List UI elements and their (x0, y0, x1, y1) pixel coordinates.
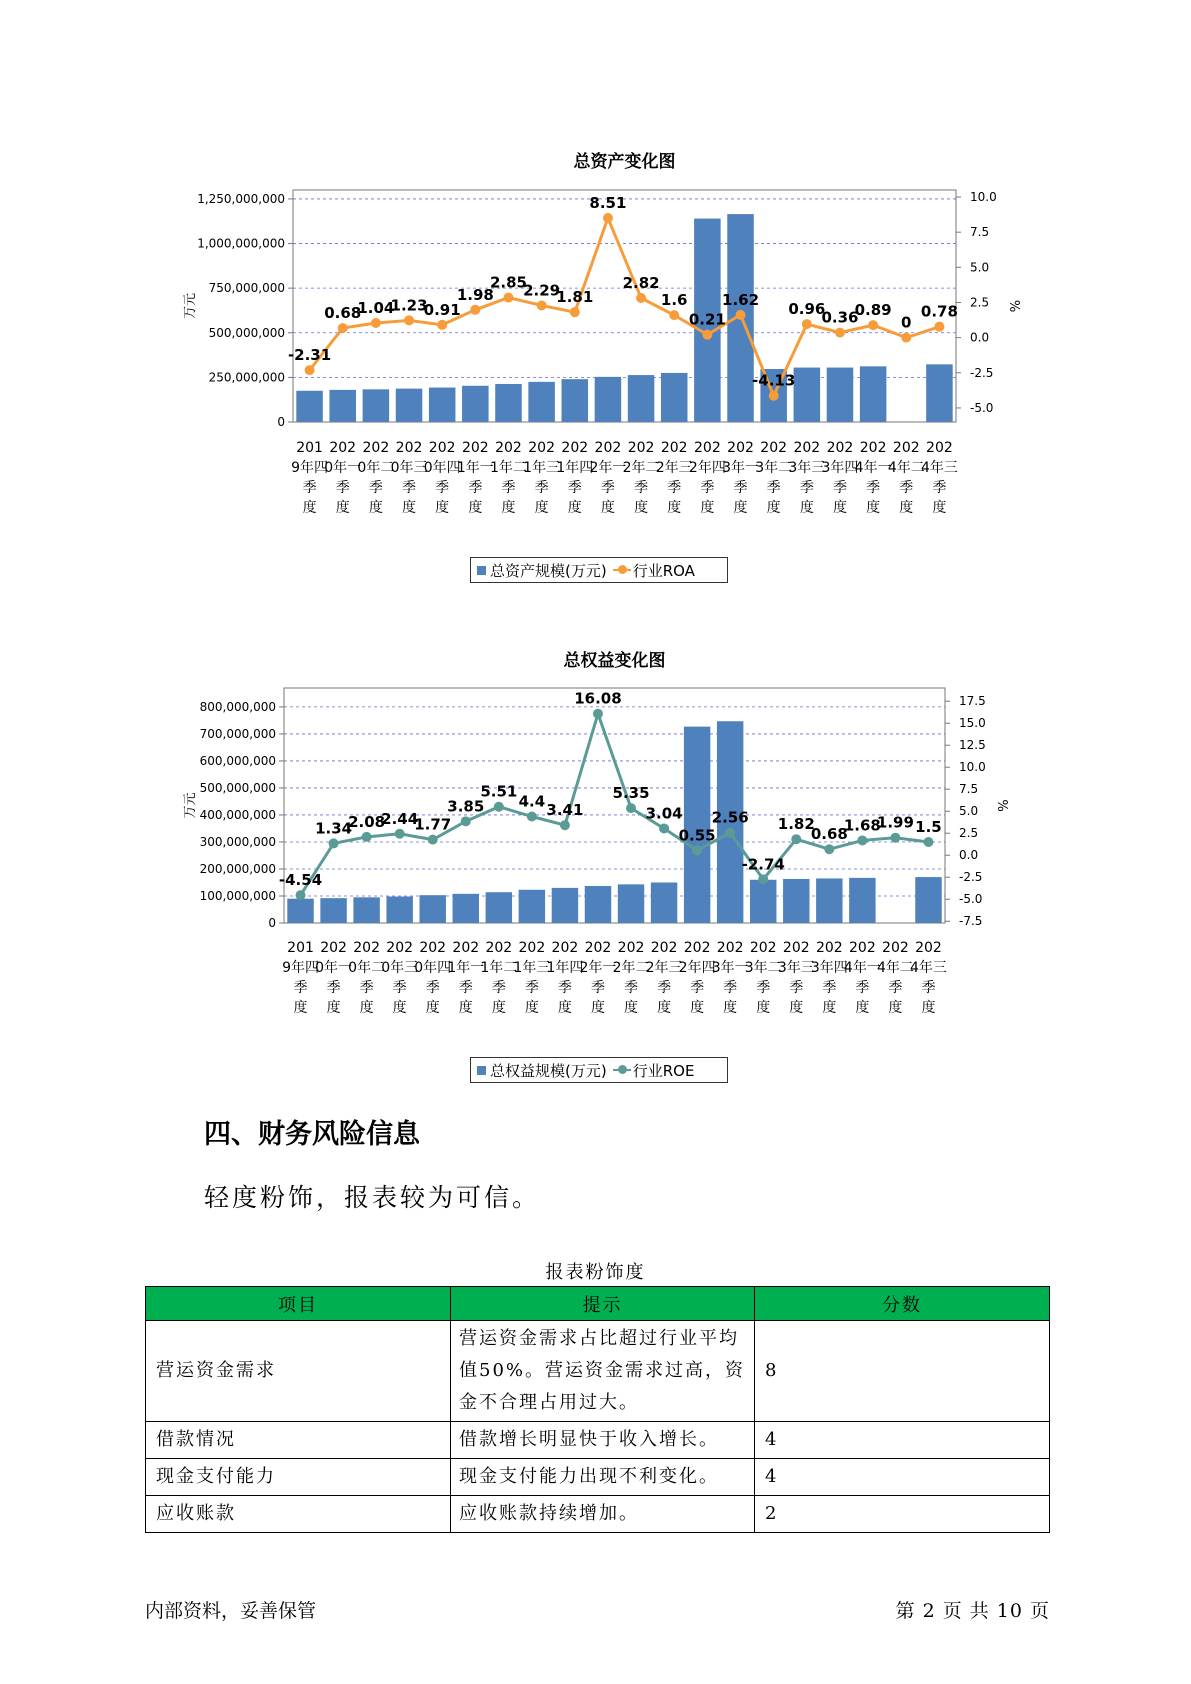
bar (363, 389, 390, 422)
x-axis-tick-label: 202 4年二季度 (876, 940, 914, 1016)
data-label: 3.04 (645, 804, 683, 823)
row-score: 8 (755, 1321, 1050, 1422)
bar (552, 888, 578, 923)
line-point (791, 834, 801, 844)
y2-axis-tick-label: 10.0 (970, 190, 997, 205)
x-axis-tick-label: 202 1年一季度 (456, 440, 494, 516)
data-label: 3.85 (447, 797, 485, 816)
y-axis-tick-label: 500,000,000 (208, 325, 285, 340)
table-row (146, 1459, 1050, 1496)
x-axis-tick-label: 202 1年四季度 (556, 440, 594, 516)
data-label: 1.99 (876, 813, 914, 832)
line-point (603, 213, 613, 223)
y-axis-tick-label: 0 (277, 415, 285, 429)
x-axis-tick-label: 202 2年一季度 (579, 940, 617, 1016)
line-point (395, 829, 405, 839)
row-score: 2 (755, 1496, 1050, 1533)
x-axis-tick-label: 202 0年一季度 (324, 440, 362, 516)
y-axis-tick-label: 750,000,000 (208, 281, 285, 296)
bar (420, 895, 446, 923)
x-axis-tick-label: 202 2年四季度 (688, 440, 726, 516)
x-axis-tick-label: 202 0年二季度 (357, 440, 395, 516)
y2-axis-tick-label: 0.0 (970, 330, 990, 345)
x-axis-tick-label: 202 2年三季度 (645, 940, 683, 1016)
line-point (461, 816, 471, 826)
data-label: 0.91 (423, 300, 461, 319)
line-point (626, 803, 636, 813)
x-axis-tick-label: 201 9年四季度 (291, 440, 329, 516)
data-label: 3.41 (546, 801, 584, 820)
data-label: 5.35 (612, 784, 650, 803)
line-point (934, 322, 944, 332)
data-label: -4.13 (752, 371, 796, 390)
y-axis-tick-label: 1,000,000,000 (197, 236, 285, 251)
y-axis-tick-label: 800,000,000 (199, 699, 276, 714)
table-row (146, 1321, 1050, 1422)
x-axis-tick-label: 202 2年二季度 (612, 940, 650, 1016)
legend-bar-swatch (477, 566, 486, 575)
line-point (593, 709, 603, 719)
bar (562, 379, 589, 422)
y2-axis-tick-label: 7.5 (959, 782, 979, 797)
table-row (146, 1496, 1050, 1533)
data-label: -2.74 (741, 855, 785, 874)
row-score: 4 (755, 1459, 1050, 1496)
data-label: 0 (901, 313, 912, 332)
bar (849, 878, 875, 923)
data-label: 1.81 (556, 288, 594, 307)
data-label: 2.29 (523, 281, 561, 300)
x-axis-tick-label: 202 4年一季度 (854, 440, 892, 516)
y2-axis-tick-label: 2.5 (970, 295, 990, 310)
row-item: 营运资金需求 (146, 1321, 451, 1422)
data-label: 0.96 (788, 300, 826, 319)
line-point (868, 320, 878, 330)
total-assets-chart (0, 0, 1191, 600)
y2-axis-tick-label: -2.5 (959, 870, 983, 885)
line-point (404, 315, 414, 325)
y-axis-tick-label: 600,000,000 (199, 753, 276, 768)
bar (495, 384, 522, 422)
x-axis-tick-label: 202 0年二季度 (348, 940, 386, 1016)
row-score: 4 (755, 1422, 1050, 1459)
data-label: 0.78 (920, 302, 958, 321)
x-axis-tick-label: 202 1年四季度 (546, 940, 584, 1016)
table-header-row (146, 1287, 1050, 1321)
bar (794, 368, 821, 422)
table-caption: 报表粉饰度 (545, 1262, 646, 1283)
bar (783, 879, 809, 923)
legend-bar-label: 总权益规模(万元) (490, 1061, 607, 1080)
data-label: 8.51 (589, 193, 627, 212)
x-axis-tick-label: 202 3年一季度 (711, 940, 749, 1016)
line-point (702, 330, 712, 340)
x-axis-tick-label: 202 1年三季度 (523, 440, 561, 516)
x-axis-tick-label: 202 4年三季度 (910, 940, 947, 1016)
legend-bar-swatch (477, 1066, 486, 1075)
line-point (802, 319, 812, 329)
line-point (362, 832, 372, 842)
bar (684, 727, 710, 923)
line-point (901, 333, 911, 343)
y-axis-tick-label: 250,000,000 (208, 370, 285, 385)
x-axis-tick-label: 202 2年三季度 (655, 440, 693, 516)
bar (860, 366, 887, 422)
row-item: 现金支付能力 (146, 1459, 451, 1496)
x-axis-tick-label: 202 3年二季度 (755, 440, 793, 516)
data-label: 1.5 (915, 818, 942, 837)
data-label: 1.77 (414, 815, 452, 834)
x-axis-tick-label: 202 1年二季度 (490, 440, 527, 516)
line-point (890, 833, 900, 843)
bar (750, 880, 776, 923)
y2-axis-tick-label: 17.5 (959, 694, 986, 709)
x-axis-tick-label: 202 0年四季度 (414, 940, 452, 1016)
x-axis-tick-label: 202 1年三季度 (513, 940, 551, 1016)
line-point (769, 391, 779, 401)
data-label: 2.85 (489, 273, 527, 292)
x-axis-tick-label: 202 3年四季度 (821, 440, 859, 516)
data-label: 2.56 (711, 808, 749, 827)
data-label: 1.68 (843, 816, 881, 835)
y-axis-tick-label: 500,000,000 (199, 780, 276, 795)
x-axis-tick-label: 202 0年一季度 (315, 940, 353, 1016)
bar (595, 377, 622, 422)
footer-confidential: 内部资料，妥善保管 (145, 1600, 317, 1622)
line-point (296, 890, 306, 900)
data-label: -2.31 (287, 346, 332, 365)
total-equity-chart-svg (0, 600, 1191, 1100)
data-label: 0.68 (324, 304, 362, 323)
y2-axis-tick-label: 5.0 (959, 804, 979, 819)
data-label: 0.36 (821, 308, 859, 327)
line-point (923, 837, 933, 847)
x-axis-tick-label: 202 2年四季度 (678, 940, 716, 1016)
chart-title: 总权益变化图 (563, 651, 666, 671)
y2-axis-tick-label: 15.0 (959, 716, 986, 731)
data-label: 5.51 (480, 782, 518, 801)
y-axis-tick-label: 200,000,000 (199, 861, 276, 876)
data-label: 0.89 (854, 301, 892, 320)
data-label: 2.44 (381, 809, 419, 828)
legend-line-swatch (613, 569, 631, 571)
x-axis-tick-label: 202 0年四季度 (423, 440, 461, 516)
y-axis-label: 万元 (183, 292, 198, 320)
footer-page-number: 第 2 页 共 10 页 (895, 1600, 1050, 1622)
y-axis-tick-label: 100,000,000 (199, 888, 276, 903)
bar (528, 382, 555, 422)
line-point (636, 293, 646, 303)
bar (915, 877, 941, 923)
y-axis-tick-label: 0 (268, 916, 276, 930)
line-point (470, 305, 480, 315)
line-point (503, 293, 513, 303)
data-label: 1.82 (777, 815, 815, 834)
y-axis-tick-label: 700,000,000 (199, 726, 276, 741)
legend-line-label: 行业ROE (632, 1061, 695, 1080)
data-label: 0.55 (678, 826, 716, 845)
line-point (659, 823, 669, 833)
bar (287, 899, 313, 923)
data-label: 1.62 (722, 290, 760, 309)
y2-axis-tick-label: -7.5 (959, 914, 983, 929)
y2-axis-tick-label: -5.0 (959, 892, 983, 907)
data-label: 4.4 (518, 792, 546, 811)
line-point (437, 320, 447, 330)
bar (386, 897, 412, 923)
bar (585, 886, 611, 923)
bar (618, 884, 644, 923)
plot-area-border (284, 688, 945, 923)
line-point (736, 310, 746, 320)
y-axis-tick-label: 300,000,000 (199, 834, 276, 849)
bar (661, 373, 688, 422)
line-point (824, 844, 834, 854)
risk-table (145, 1286, 1050, 1533)
line-point (857, 835, 867, 845)
x-axis-tick-label: 201 9年四季度 (282, 940, 319, 1016)
x-axis-tick-label: 202 4年三季度 (920, 440, 958, 516)
row-tip: 现金支付能力出现不利变化。 (451, 1459, 755, 1496)
y2-axis-tick-label: 7.5 (970, 225, 990, 240)
bar (628, 375, 655, 422)
data-label: 2.08 (348, 812, 386, 831)
row-tip: 应收账款持续增加。 (451, 1496, 755, 1533)
bar (827, 368, 854, 422)
y2-axis-tick-label: 10.0 (959, 760, 986, 775)
x-axis-tick-label: 202 0年三季度 (381, 940, 419, 1016)
table-row (146, 1422, 1050, 1459)
data-label: 1.34 (315, 819, 353, 838)
y2-axis-tick-label: 2.5 (959, 826, 979, 841)
line-point (758, 874, 768, 884)
line-point (494, 802, 504, 812)
x-axis-tick-label: 202 3年一季度 (722, 440, 759, 516)
y2-axis-tick-label: 12.5 (959, 738, 986, 753)
bar (519, 890, 545, 923)
y-axis-label: 万元 (183, 792, 198, 819)
y2-axis-tick-label: 5.0 (970, 260, 990, 275)
row-item: 借款情况 (146, 1422, 451, 1459)
x-axis-tick-label: 202 1年一季度 (447, 940, 485, 1016)
bar (353, 897, 379, 923)
data-label: 16.08 (574, 689, 622, 708)
y-axis-tick-label: 1,250,000,000 (197, 191, 285, 206)
line-point (560, 820, 570, 830)
line-point (537, 300, 547, 310)
y2-axis-tick-label: 0.0 (959, 848, 979, 863)
bar (396, 389, 423, 422)
row-tip: 营运资金需求占比超过行业平均值50%。营运资金需求过高，资金不合理占用过大。 (451, 1321, 755, 1422)
legend-line-swatch (613, 1069, 631, 1071)
x-axis-tick-label: 202 3年二季度 (744, 940, 782, 1016)
data-label: 1.98 (456, 285, 494, 304)
bar (453, 894, 479, 923)
line-point (338, 323, 348, 333)
bar (429, 388, 456, 422)
x-axis-tick-label: 202 4年一季度 (843, 940, 881, 1016)
row-item: 应收账款 (146, 1496, 451, 1533)
y2-axis-label: % (1009, 299, 1024, 313)
y-axis-tick-label: 400,000,000 (199, 807, 276, 822)
line-point (669, 310, 679, 320)
bar (296, 391, 323, 422)
line-point (725, 828, 735, 838)
total-assets-legend (470, 557, 728, 583)
section-heading: 四、财务风险信息 (204, 1119, 420, 1150)
y2-axis-tick-label: -2.5 (970, 365, 994, 380)
data-label: 1.6 (660, 291, 688, 310)
line-point (692, 845, 702, 855)
data-label: 0.21 (688, 310, 726, 329)
y2-axis-label: % (997, 799, 1012, 812)
header-tip: 提示 (451, 1287, 755, 1321)
x-axis-tick-label: 202 2年一季度 (589, 440, 627, 516)
line-point (570, 307, 580, 317)
line-point (329, 838, 339, 848)
legend-bar-label: 总资产规模(万元) (490, 561, 607, 580)
bar (816, 878, 842, 923)
x-axis-tick-label: 202 0年三季度 (390, 440, 428, 516)
bar (651, 882, 677, 923)
bar (320, 898, 346, 923)
y2-axis-tick-label: -5.0 (970, 400, 994, 415)
x-axis-tick-label: 202 3年三季度 (777, 940, 815, 1016)
data-label: -4.54 (278, 871, 323, 890)
bar (486, 892, 512, 923)
header-item: 项目 (146, 1287, 451, 1321)
row-tip: 借款增长明显快于收入增长。 (451, 1422, 755, 1459)
total-assets-chart-svg (0, 0, 1191, 600)
legend-line-label: 行业ROA (632, 561, 695, 580)
line-point (428, 835, 438, 845)
data-label: 2.82 (622, 273, 660, 292)
line-point (527, 812, 537, 822)
x-axis-tick-label: 202 1年二季度 (480, 940, 518, 1016)
x-axis-tick-label: 202 2年二季度 (622, 440, 660, 516)
data-label: 1.23 (390, 296, 428, 315)
chart-title: 总资产变化图 (573, 152, 676, 172)
header-score: 分数 (755, 1287, 1050, 1321)
x-axis-tick-label: 202 3年四季度 (810, 940, 848, 1016)
data-label: 1.04 (357, 299, 395, 318)
line-series (301, 714, 929, 895)
total-equity-legend (470, 1057, 728, 1083)
line-point (835, 328, 845, 338)
bar (329, 390, 356, 422)
bar (462, 386, 489, 422)
line-point (371, 318, 381, 328)
bar (926, 364, 953, 422)
x-axis-tick-label: 202 3年三季度 (788, 440, 826, 516)
section-summary: 轻度粉饰，报表较为可信。 (204, 1183, 541, 1212)
line-point (305, 365, 315, 375)
x-axis-tick-label: 202 4年二季度 (887, 440, 925, 516)
total-equity-chart (0, 600, 1191, 1100)
data-label: 0.68 (810, 825, 848, 844)
